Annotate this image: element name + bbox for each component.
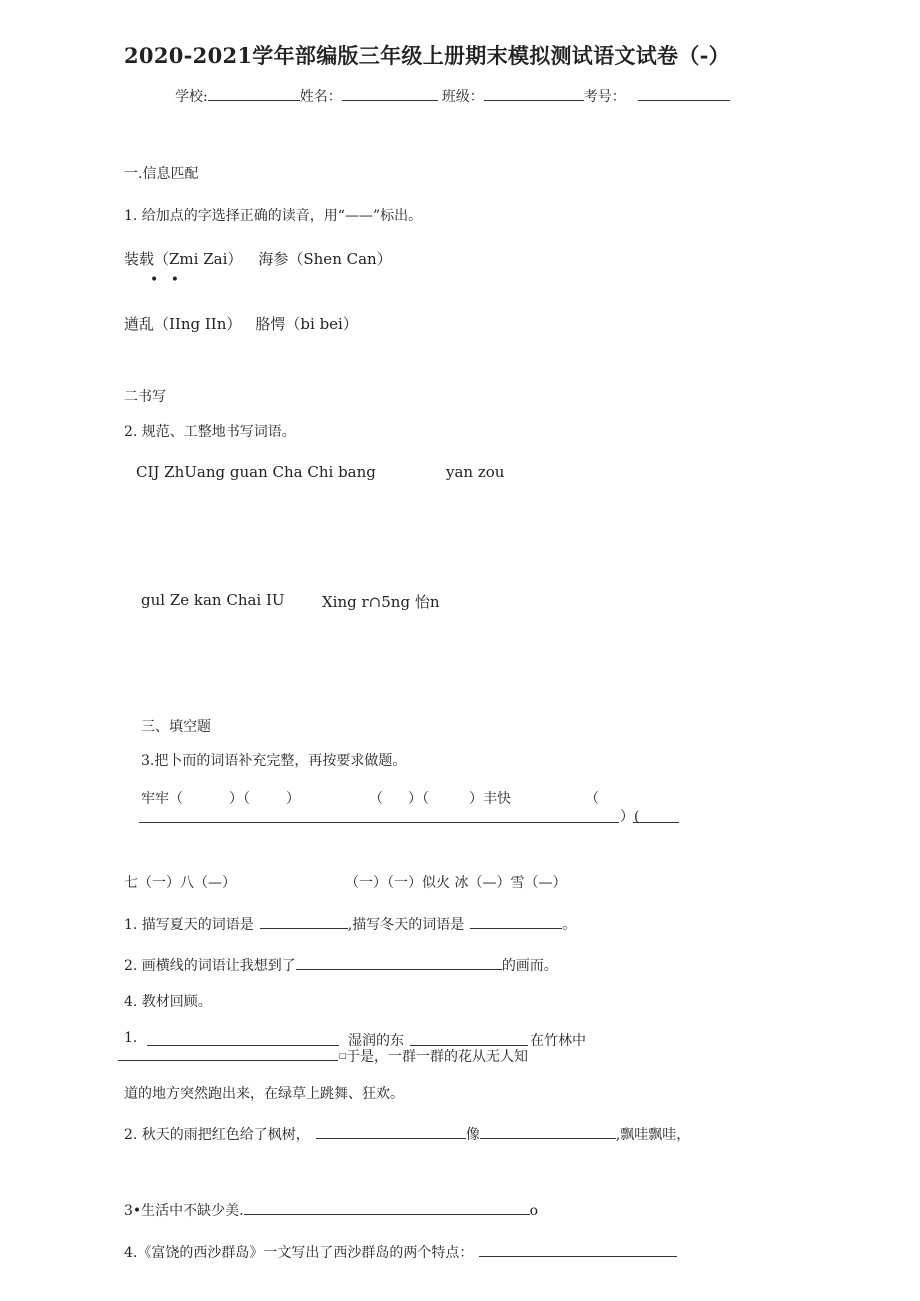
fill-d: （: [369, 791, 383, 807]
exam-no-field[interactable]: [638, 86, 730, 101]
school-label: 学校:: [175, 89, 208, 105]
recall-2: 2. 秋天的雨把红色给了枫树， 像 ,飘哇飘哇，: [124, 1124, 690, 1144]
recall-3: 3•生活中不缺少美. o: [124, 1200, 538, 1220]
section2-heading: 二书写: [124, 389, 166, 405]
class-field[interactable]: [484, 86, 584, 101]
idiom-row-a: 七（一）八（—）: [124, 875, 236, 891]
recall-1-text-c: 在竹林中: [530, 1033, 586, 1049]
picture-field[interactable]: [296, 955, 502, 970]
section3-heading: 三、填空题: [141, 719, 211, 735]
winter-words-field[interactable]: [470, 914, 562, 929]
word-zhuangzai: 装载（Zmi Zai）: [124, 250, 243, 268]
header-fields: [175, 86, 730, 106]
recall-4-blank[interactable]: [479, 1242, 677, 1257]
pinyin-line-1: CIJ ZhUang guan Cha Chi bang: [136, 463, 376, 481]
recall-1-blank-3[interactable]: [118, 1060, 338, 1061]
sub-question-1: 1. 描写夏天的词语是 ,描写冬天的词语是 。: [124, 914, 576, 934]
recall-1-mark: □: [339, 1051, 347, 1060]
fill-a: 牢牢（: [141, 791, 183, 807]
word-qiuluan: 遒乱（IIng IIn）: [124, 315, 242, 333]
fill-g: （: [585, 791, 599, 807]
recall-1-text-d: 于是，一群一群的花从无人知: [346, 1049, 528, 1065]
reading-line-1: [124, 248, 392, 269]
pinyin-line-4: Xing r∩5ng 怡n: [322, 593, 440, 611]
idiom-row-b: （一）（一）似火 冰（—）雪（—）: [345, 875, 567, 891]
answer-line-long[interactable]: [139, 822, 619, 823]
exam-no-label: 考号：: [583, 89, 626, 105]
pinyin-line-3: gul Ze kan Chai IU: [141, 591, 285, 609]
fill-f: ）丰快: [469, 791, 511, 807]
recall-2-blank-2[interactable]: [480, 1124, 616, 1139]
emphasis-dots: • •: [150, 272, 183, 288]
fill-b: ）（: [229, 791, 250, 807]
reading-line-2: [124, 313, 358, 334]
pinyin-line-2: yan zou: [446, 463, 505, 481]
recall-3-blank[interactable]: [244, 1200, 530, 1215]
question-4: 4. 教材回顾。: [124, 994, 212, 1010]
word-gee: 胳愕（bi bei）: [255, 315, 358, 333]
recall-1-text-b: 湿润的东: [348, 1033, 404, 1049]
question-1: 1. 给加点的字选择正确的读音，用“——”标出。: [124, 208, 423, 224]
recall-4: 4.《富饶的西沙群岛》一文写出了西沙群岛的两个特点：: [124, 1242, 677, 1262]
question-2: 2. 规范、工整地书写词语。: [124, 424, 296, 440]
summer-words-field[interactable]: [260, 914, 348, 929]
recall-1-text-e: 道的地方突然跑出来，在绿草上跳舞、狂欢。: [124, 1086, 404, 1102]
word-haishen: 海参（Shen Can）: [258, 250, 392, 268]
name-field[interactable]: [342, 86, 438, 101]
fill-e: ）（: [408, 791, 429, 807]
page-title: 2020-2021学年部编版三年级上册期末模拟测试语文试卷（-）: [124, 43, 730, 68]
answer-line-tail[interactable]: [633, 822, 679, 823]
recall-2-blank-1[interactable]: [316, 1124, 466, 1139]
question-3: 3.把卜而的词语补充完整，再按要求做题。: [141, 753, 407, 769]
recall-1-blank-1[interactable]: [147, 1045, 339, 1046]
recall-1-start: 1.: [124, 1030, 138, 1046]
sub-question-2: 2. 画横线的词语让我想到了 的画而。: [124, 955, 558, 975]
fill-c: ）: [286, 791, 300, 807]
fill-tail: ）(: [620, 809, 640, 825]
section1-heading: 一.信息匹配: [124, 166, 199, 182]
class-label: 班级：: [441, 89, 484, 105]
school-field[interactable]: [208, 86, 300, 101]
name-label: 姓名：: [299, 89, 342, 105]
